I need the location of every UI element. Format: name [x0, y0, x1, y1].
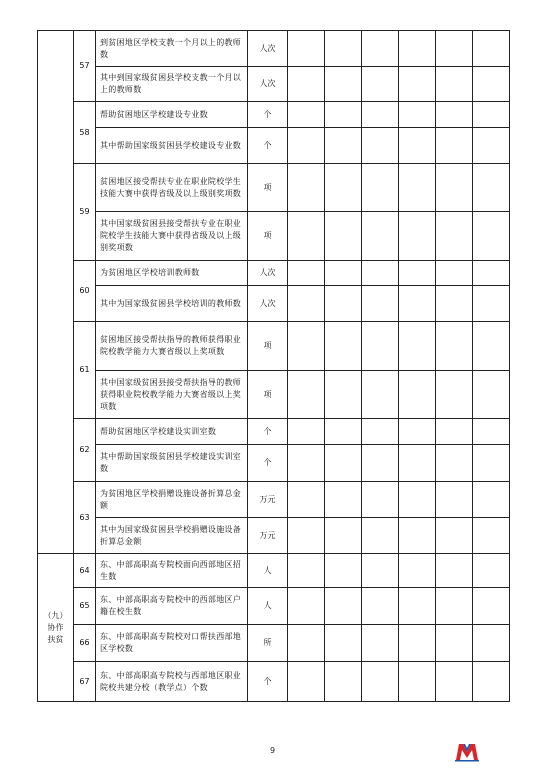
value-cell[interactable]	[362, 31, 399, 67]
value-cell[interactable]	[288, 128, 325, 164]
value-cell[interactable]	[399, 212, 436, 261]
table-row	[38, 322, 510, 371]
value-cell[interactable]	[325, 662, 362, 702]
value-cell[interactable]	[288, 518, 325, 554]
value-cell[interactable]	[362, 588, 399, 625]
unit-cell: 个	[248, 419, 288, 445]
value-cell[interactable]	[473, 482, 510, 518]
unit-cell: 个	[248, 128, 288, 164]
item-number: 58	[74, 102, 96, 164]
value-cell[interactable]	[473, 102, 510, 128]
indicator-description: 为贫困地区学校培训教师数	[96, 261, 248, 286]
value-cell[interactable]	[436, 419, 473, 445]
item-number: 67	[74, 662, 96, 702]
value-cell[interactable]	[325, 482, 362, 518]
value-cell[interactable]	[436, 322, 473, 371]
indicator-description: 帮助贫困地区学校建设专业数	[96, 102, 248, 128]
value-cell[interactable]	[362, 482, 399, 518]
unit-cell: 个	[248, 445, 288, 482]
value-cell[interactable]	[325, 518, 362, 554]
value-cell[interactable]	[362, 164, 399, 212]
table-row	[38, 128, 510, 164]
indicator-description: 其中为国家级贫困县学校培训的教师数	[96, 286, 248, 322]
value-cell[interactable]	[362, 261, 399, 286]
value-cell[interactable]	[473, 371, 510, 419]
table-row	[38, 286, 510, 322]
indicator-description: 帮助贫困地区学校建设实训室数	[96, 419, 248, 445]
indicator-description: 东、中部高职高专院校与西部地区职业院校共建分校（教学点）个数	[96, 662, 248, 702]
value-cell[interactable]	[325, 102, 362, 128]
value-cell[interactable]	[325, 31, 362, 67]
value-cell[interactable]	[325, 588, 362, 625]
unit-cell: 人次	[248, 286, 288, 322]
value-cell[interactable]	[473, 261, 510, 286]
value-cell[interactable]	[399, 371, 436, 419]
value-cell[interactable]	[473, 662, 510, 702]
table-row	[38, 554, 510, 588]
value-cell[interactable]	[436, 128, 473, 164]
value-cell[interactable]	[325, 625, 362, 662]
indicator-description: 其中帮助国家级贫困县学校建设实训室数	[96, 445, 248, 482]
unit-cell: 项	[248, 322, 288, 371]
value-cell[interactable]	[288, 554, 325, 588]
category-label-line: 协作	[47, 622, 64, 632]
table-row	[38, 102, 510, 128]
table-row	[38, 445, 510, 482]
unit-cell: 人次	[248, 261, 288, 286]
unit-cell: 个	[248, 662, 288, 702]
value-cell[interactable]	[399, 261, 436, 286]
unit-cell: 项	[248, 164, 288, 212]
publisher-logo-icon	[454, 740, 480, 762]
value-cell[interactable]	[325, 212, 362, 261]
item-number: 65	[74, 588, 96, 625]
value-cell[interactable]	[362, 419, 399, 445]
value-cell[interactable]	[399, 445, 436, 482]
indicator-description: 到贫困地区学校支教一个月以上的教师数	[96, 31, 248, 67]
value-cell[interactable]	[473, 554, 510, 588]
value-cell[interactable]	[325, 286, 362, 322]
value-cell[interactable]	[288, 445, 325, 482]
table-row	[38, 518, 510, 554]
value-cell[interactable]	[436, 371, 473, 419]
table-row	[38, 482, 510, 518]
value-cell[interactable]	[288, 212, 325, 261]
indicator-description: 贫困地区接受帮扶指导的教师获得职业院校教学能力大赛省级以上奖项数	[96, 322, 248, 371]
unit-cell: 万元	[248, 482, 288, 518]
value-cell[interactable]	[288, 662, 325, 702]
unit-cell: 万元	[248, 518, 288, 554]
table-row	[38, 212, 510, 261]
table-row	[38, 419, 510, 445]
value-cell[interactable]	[473, 588, 510, 625]
value-cell[interactable]	[362, 554, 399, 588]
value-cell[interactable]	[362, 445, 399, 482]
value-cell[interactable]	[399, 625, 436, 662]
value-cell[interactable]	[362, 67, 399, 102]
page-number: 9	[269, 746, 276, 755]
value-cell[interactable]	[399, 322, 436, 371]
table-row	[38, 371, 510, 419]
value-cell[interactable]	[362, 662, 399, 702]
value-cell[interactable]	[473, 164, 510, 212]
value-cell[interactable]	[288, 625, 325, 662]
table-row	[38, 625, 510, 662]
table-row	[38, 261, 510, 286]
item-number: 61	[74, 322, 96, 419]
value-cell[interactable]	[399, 164, 436, 212]
category-label-line: （九）	[43, 610, 68, 620]
value-cell[interactable]	[399, 662, 436, 702]
value-cell[interactable]	[288, 286, 325, 322]
category-cell-empty	[38, 31, 74, 554]
value-cell[interactable]	[399, 482, 436, 518]
unit-cell: 人次	[248, 67, 288, 102]
value-cell[interactable]	[325, 261, 362, 286]
value-cell[interactable]	[288, 102, 325, 128]
value-cell[interactable]	[399, 102, 436, 128]
value-cell[interactable]	[436, 212, 473, 261]
table-row	[38, 164, 510, 212]
value-cell[interactable]	[473, 31, 510, 67]
value-cell[interactable]	[362, 371, 399, 419]
value-cell[interactable]	[288, 588, 325, 625]
value-cell[interactable]	[399, 67, 436, 102]
value-cell[interactable]	[436, 67, 473, 102]
value-cell[interactable]	[473, 518, 510, 554]
table-row	[38, 31, 510, 67]
value-cell[interactable]	[325, 371, 362, 419]
value-cell[interactable]	[288, 261, 325, 286]
value-cell[interactable]	[436, 31, 473, 67]
unit-cell: 人	[248, 588, 288, 625]
statistics-table	[37, 30, 510, 702]
value-cell[interactable]	[362, 286, 399, 322]
value-cell[interactable]	[288, 67, 325, 102]
value-cell[interactable]	[436, 164, 473, 212]
item-number: 62	[74, 419, 96, 482]
value-cell[interactable]	[362, 102, 399, 128]
value-cell[interactable]	[325, 322, 362, 371]
unit-cell: 项	[248, 212, 288, 261]
value-cell[interactable]	[473, 322, 510, 371]
value-cell[interactable]	[362, 625, 399, 662]
indicator-description: 其中到国家级贫困县学校支教一个月以上的教师数	[96, 67, 248, 102]
item-number: 63	[74, 482, 96, 554]
value-cell[interactable]	[436, 662, 473, 702]
value-cell[interactable]	[436, 625, 473, 662]
value-cell[interactable]	[288, 371, 325, 419]
table-row	[38, 67, 510, 102]
value-cell[interactable]	[362, 128, 399, 164]
value-cell[interactable]	[325, 554, 362, 588]
value-cell[interactable]	[325, 164, 362, 212]
indicator-description: 其中帮助国家级贫困县学校建设专业数	[96, 128, 248, 164]
unit-cell: 个	[248, 102, 288, 128]
unit-cell: 人次	[248, 31, 288, 67]
item-number: 60	[74, 261, 96, 322]
value-cell[interactable]	[436, 286, 473, 322]
value-cell[interactable]	[473, 286, 510, 322]
value-cell[interactable]	[325, 445, 362, 482]
indicator-description: 其中为国家级贫困县学校捐赠设施设备折算总金额	[96, 518, 248, 554]
value-cell[interactable]	[325, 67, 362, 102]
table-row	[38, 588, 510, 625]
value-cell[interactable]	[288, 419, 325, 445]
value-cell[interactable]	[399, 588, 436, 625]
value-cell[interactable]	[436, 518, 473, 554]
value-cell[interactable]	[473, 419, 510, 445]
value-cell[interactable]	[436, 261, 473, 286]
value-cell[interactable]	[399, 128, 436, 164]
value-cell[interactable]	[362, 518, 399, 554]
unit-cell: 所	[248, 625, 288, 662]
indicator-description: 贫困地区接受帮扶专业在职业院校学生技能大赛中获得省级及以上级别奖项数	[96, 164, 248, 212]
indicator-description: 东、中部高职高专院校对口帮扶西部地区学校数	[96, 625, 248, 662]
value-cell[interactable]	[436, 102, 473, 128]
value-cell[interactable]	[288, 164, 325, 212]
category-cell	[38, 554, 74, 702]
indicator-description: 为贫困地区学校捐赠设施设备折算总金额	[96, 482, 248, 518]
table-row	[38, 662, 510, 702]
value-cell[interactable]	[473, 212, 510, 261]
category-label-line: 扶贫	[47, 634, 64, 644]
value-cell[interactable]	[288, 31, 325, 67]
value-cell[interactable]	[436, 482, 473, 518]
value-cell[interactable]	[473, 67, 510, 102]
indicator-description: 东、中部高职高专院校面向西部地区招生数	[96, 554, 248, 588]
value-cell[interactable]	[399, 31, 436, 67]
item-number: 64	[74, 554, 96, 588]
table-body	[38, 31, 510, 702]
value-cell[interactable]	[325, 419, 362, 445]
item-number: 57	[74, 31, 96, 102]
indicator-description: 东、中部高职高专院校中的西部地区户籍在校生数	[96, 588, 248, 625]
value-cell[interactable]	[473, 128, 510, 164]
value-cell[interactable]	[436, 588, 473, 625]
value-cell[interactable]	[436, 445, 473, 482]
value-cell[interactable]	[362, 322, 399, 371]
value-cell[interactable]	[436, 554, 473, 588]
value-cell[interactable]	[473, 445, 510, 482]
item-number: 66	[74, 625, 96, 662]
value-cell[interactable]	[399, 286, 436, 322]
value-cell[interactable]	[288, 322, 325, 371]
item-number: 59	[74, 164, 96, 261]
value-cell[interactable]	[399, 554, 436, 588]
unit-cell: 人	[248, 554, 288, 588]
value-cell[interactable]	[288, 482, 325, 518]
indicator-description: 其中国家级贫困县接受帮扶指导的教师获得职业院校教学能力大赛省级以上奖项数	[96, 371, 248, 419]
value-cell[interactable]	[362, 212, 399, 261]
indicator-description: 其中国家级贫困县接受帮扶专业在职业院校学生技能大赛中获得省级及以上级别奖项数	[96, 212, 248, 261]
value-cell[interactable]	[325, 128, 362, 164]
value-cell[interactable]	[399, 518, 436, 554]
value-cell[interactable]	[399, 419, 436, 445]
unit-cell: 项	[248, 371, 288, 419]
value-cell[interactable]	[473, 625, 510, 662]
